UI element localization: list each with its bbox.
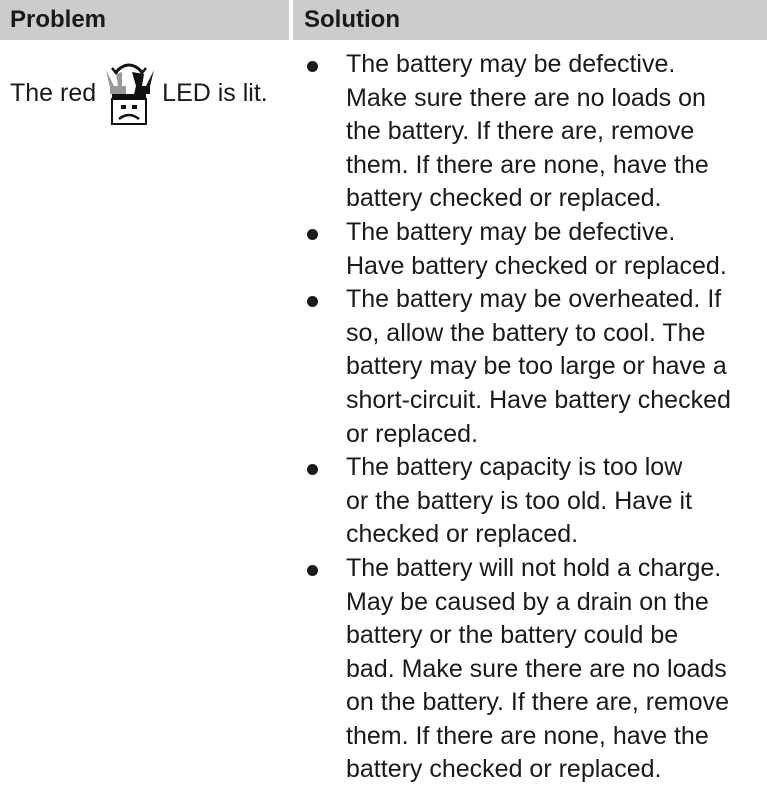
bullet-icon xyxy=(307,61,318,72)
solution-text-line: The battery will not hold a charge. xyxy=(346,553,722,582)
solution-column-header: Solution xyxy=(293,0,767,40)
bullet-icon xyxy=(307,296,318,307)
solution-text-line: Have battery checked or replaced. xyxy=(346,251,727,280)
solution-text-line: May be caused by a drain on the xyxy=(346,587,709,616)
problem-prefix: The red xyxy=(10,79,97,107)
solution-text-line: on the battery. If there are, remove xyxy=(346,688,730,717)
solution-text-line: checked or replaced. xyxy=(346,520,579,549)
solution-text-line: The battery may be defective. xyxy=(346,217,676,246)
solution-text-line: short-circuit. Have battery checked xyxy=(346,385,731,414)
solution-item xyxy=(0,552,767,787)
solution-text-line: or the battery is too old. Have it xyxy=(346,486,693,515)
solution-item xyxy=(0,283,767,451)
solution-text-line: battery or the battery could be xyxy=(346,621,679,650)
solution-item xyxy=(0,451,767,552)
problem-column-header: Problem xyxy=(0,0,289,40)
solution-text-line: them. If there are none, have the xyxy=(346,721,709,750)
bullet-icon xyxy=(307,464,318,475)
solution-text-line: battery may be too large or have a xyxy=(346,352,727,381)
bullet-icon xyxy=(307,229,318,240)
solution-text-line: bad. Make sure there are no loads xyxy=(346,654,727,683)
solution-text-line: Make sure there are no loads on xyxy=(346,83,706,112)
solution-text-line: The battery capacity is too low xyxy=(346,453,683,482)
solution-text-line: The battery may be overheated. If xyxy=(346,285,722,314)
solution-text-line: battery checked or replaced. xyxy=(346,755,662,784)
solution-text-line: battery checked or replaced. xyxy=(346,184,662,213)
solution-text-line: them. If there are none, have the xyxy=(346,150,709,179)
solution-list xyxy=(0,48,767,787)
solution-text-line: the battery. If there are, remove xyxy=(346,117,695,146)
solution-text-line: The battery may be defective. xyxy=(346,50,676,78)
bullet-icon xyxy=(307,565,318,576)
solution-item xyxy=(0,216,767,283)
problem-suffix: LED is lit. xyxy=(162,79,268,107)
solution-text-line: so, allow the battery to cool. The xyxy=(346,318,706,347)
solution-text-line: or replaced. xyxy=(346,419,479,448)
solution-item xyxy=(0,48,767,216)
